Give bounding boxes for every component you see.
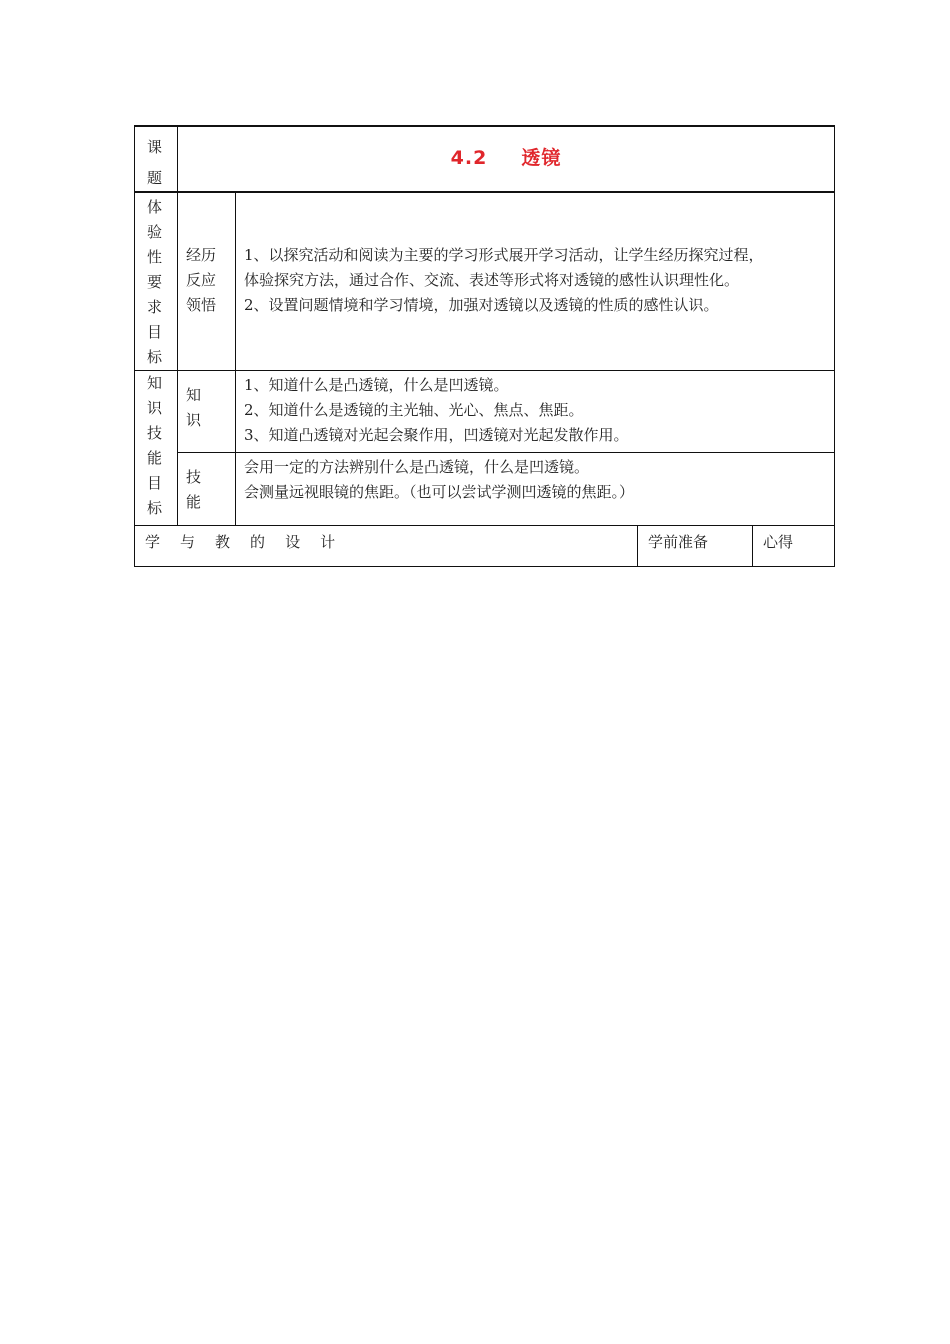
knowledge-line: 1、知道什么是凸透镜，什么是凹透镜。 <box>244 376 509 394</box>
label-char: 识 <box>147 399 163 417</box>
label-char: 求 <box>147 298 163 316</box>
design-row <box>135 526 835 567</box>
label-char: 技 <box>147 424 163 442</box>
page-title <box>451 147 562 169</box>
title-text: 透镜 <box>521 147 562 169</box>
label-char: 知 <box>147 374 163 392</box>
title-number: 4.2 <box>450 147 488 169</box>
label-char: 要 <box>147 273 163 291</box>
design-char: 设 <box>285 533 301 551</box>
label-char: 题 <box>147 169 163 187</box>
skill-line: 会用一定的方法辨别什么是凸透镜，什么是凹透镜。 <box>244 458 590 476</box>
label-char: 能 <box>147 449 163 467</box>
lesson-plan-table <box>134 125 835 567</box>
sub-label-line: 经历 <box>186 246 217 264</box>
knowledge-row <box>135 371 835 453</box>
experience-row <box>135 192 835 371</box>
topic-label-cell <box>135 126 178 192</box>
skill-label-char: 技 <box>186 468 202 486</box>
knowledge-label-cell <box>178 371 236 453</box>
experience-content-cell <box>236 192 835 371</box>
notes-heading: 心得 <box>763 533 794 551</box>
skill-line: 会测量远视眼镜的焦距。（也可以尝试学测凹透镜的焦距。） <box>244 483 635 501</box>
knowledge-line: 2、知道什么是透镜的主光轴、光心、焦点、焦距。 <box>244 401 584 419</box>
label-char: 标 <box>147 348 163 366</box>
label-char: 目 <box>147 323 163 341</box>
sub-label-line: 反应 <box>186 271 217 289</box>
design-char: 与 <box>180 533 196 551</box>
topic-row <box>135 126 835 192</box>
knowledge-skill-label-cell <box>135 371 178 526</box>
prep-heading-cell <box>638 526 753 567</box>
knowledge-line: 3、知道凸透镜对光起会聚作用，凹透镜对光起发散作用。 <box>244 426 629 444</box>
design-char: 计 <box>320 533 336 551</box>
experience-line: 1、以探究活动和阅读为主要的学习形式展开学习活动，让学生经历探究过程， <box>244 246 764 264</box>
label-char: 目 <box>147 474 163 492</box>
design-char: 的 <box>250 533 266 551</box>
knowledge-label-char: 知 <box>186 386 202 404</box>
design-char: 学 <box>145 533 161 551</box>
lesson-plan-sheet <box>134 125 834 567</box>
design-heading-cell <box>135 526 638 567</box>
title-cell <box>178 126 835 192</box>
label-char: 性 <box>147 248 163 266</box>
skill-row <box>135 453 835 526</box>
sub-label-line: 领悟 <box>186 296 217 314</box>
skill-label-char: 能 <box>186 493 202 511</box>
notes-heading-cell <box>753 526 835 567</box>
design-char: 教 <box>215 533 231 551</box>
experience-line: 体验探究方法，通过合作、交流、表述等形式将对透镜的感性认识理性化。 <box>244 271 740 289</box>
skill-label-cell <box>178 453 236 526</box>
skill-content-cell <box>236 453 835 526</box>
knowledge-content-cell <box>236 371 835 453</box>
experience-sub-label-cell <box>178 192 236 371</box>
prep-heading: 学前准备 <box>648 533 709 551</box>
label-char: 课 <box>147 138 163 156</box>
label-char: 验 <box>147 223 163 241</box>
label-char: 体 <box>147 198 163 216</box>
experience-line: 2、设置问题情境和学习情境，加强对透镜以及透镜的性质的感性认识。 <box>244 296 719 314</box>
label-char: 标 <box>147 499 163 517</box>
knowledge-label-char: 识 <box>186 411 202 429</box>
experience-label-cell <box>135 192 178 371</box>
